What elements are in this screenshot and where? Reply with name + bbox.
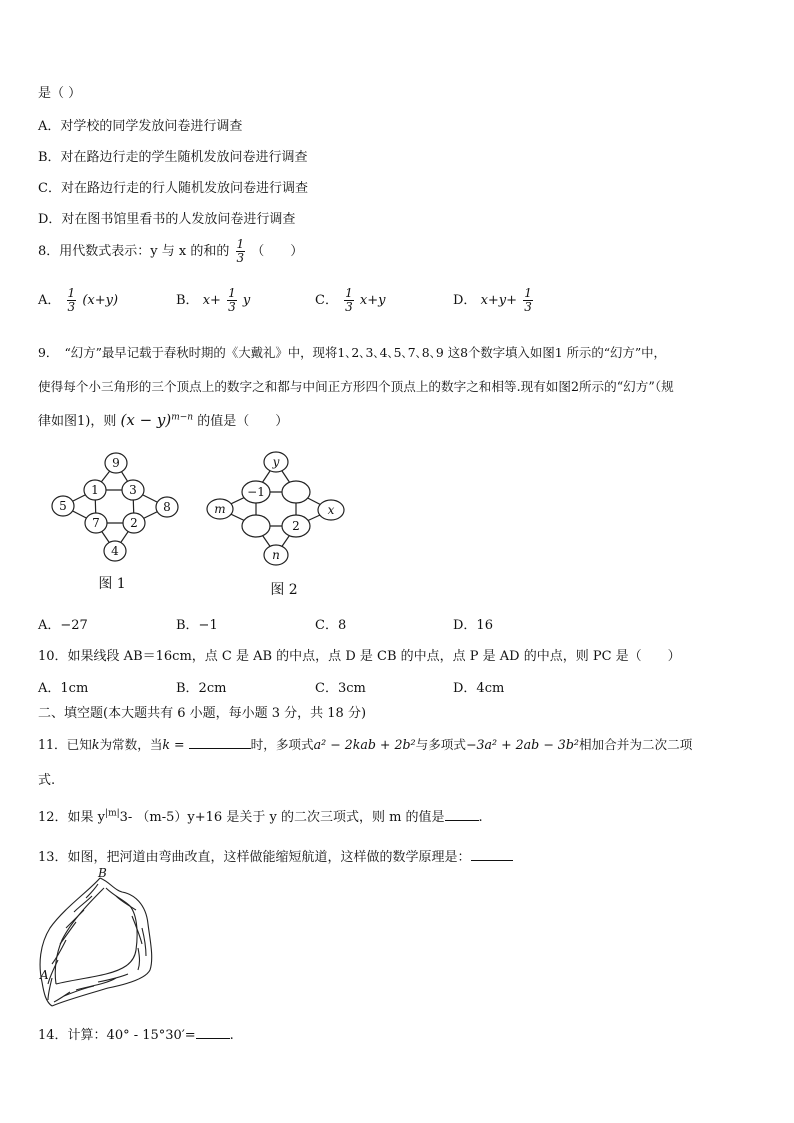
q7-option-a: A．对学校的同学发放问卷进行调查 <box>38 119 243 134</box>
q12-pre: 12．如果 y <box>38 810 106 825</box>
q9-line3-tail: 的值是（ ） <box>197 414 289 429</box>
fig2-node-x: x <box>327 503 335 517</box>
q12-mid: 3- （m-5）y+16 是关于 y 的二次三项式，则 m 的值是 <box>119 810 445 825</box>
q7-option-c: C．对在路边行走的行人随机发放问卷进行调查 <box>38 181 308 196</box>
q8-option-b <box>176 287 250 314</box>
option-fraction <box>523 287 533 314</box>
q11-answer-blank[interactable] <box>189 736 251 749</box>
q10-option-a: A．1cm <box>38 681 89 696</box>
q9-line3-pre: 律如图1)，则 <box>38 414 117 429</box>
option-fraction <box>227 287 237 314</box>
q7-option-b: B．对在路边行走的学生随机发放问卷进行调查 <box>38 150 308 165</box>
q10-option-d: D．4cm <box>453 681 505 696</box>
q11-polynomial-1: a² − 2kab + 2b² <box>313 737 416 752</box>
q10-option-c: C．3cm <box>315 681 366 696</box>
option-label: A． <box>38 293 61 308</box>
q8-fraction <box>236 238 246 265</box>
q13-stem <box>38 846 513 865</box>
fig1-node-2: 2 <box>130 516 138 530</box>
option-label: D． <box>453 293 477 308</box>
fig1-node-9: 9 <box>112 456 120 470</box>
q13-stem-text: 13．如图，把河道由弯曲改直，这样做能缩短航道，这样做的数学原理是： <box>38 850 471 865</box>
q8-stem-tail: （ ） <box>251 244 304 259</box>
fig1-node-8: 8 <box>163 500 171 514</box>
q9-line2: 使得每个小三角形的三个顶点上的数字之和都与中间正方形四个顶点上的数字之和相等.现有如图2所示的“幻方”（规 <box>38 379 674 394</box>
q8-option-c <box>315 287 385 314</box>
q12-tail: . <box>478 810 483 825</box>
option-fraction <box>67 287 77 314</box>
fraction-denominator: 3 <box>345 300 353 314</box>
river-point-b-label: B <box>98 866 107 880</box>
fig2-node-2: 2 <box>292 519 300 533</box>
q9-option-a: A．−27 <box>38 618 88 633</box>
section-heading-fill-in: 二、填空题(本大题共有 6 小题，每小题 3 分，共 18 分) <box>38 706 367 721</box>
fig2-node-n: n <box>272 548 280 562</box>
q7-stem-tail: 是（ ） <box>38 86 82 101</box>
q11-k: k <box>91 737 100 752</box>
fig1-node-4: 4 <box>111 544 119 558</box>
river-figure <box>36 866 160 1010</box>
q11-pre: 11．已知 <box>38 737 92 752</box>
fraction-denominator: 3 <box>236 251 245 265</box>
option-fraction <box>344 287 354 314</box>
fig1-caption: 图 1 <box>98 576 126 592</box>
q11-stem <box>38 734 692 753</box>
fig2-node-minus1: −1 <box>247 485 265 499</box>
q8-stem-text: 8．用代数式表示：y 与 x 的和的 <box>38 244 230 259</box>
fraction-numerator: 1 <box>345 286 353 300</box>
q8-option-a <box>38 287 118 314</box>
q9-line1: 9． “幻方”最早记载于春秋时期的《大戴礼》中，现将1､2､3､4､5､7､8､9 这8个数字填入如图1 所示的“幻方”中， <box>38 345 666 360</box>
fig2-node-y: y <box>272 455 280 469</box>
fraction-denominator: 3 <box>228 300 236 314</box>
option-expression: x+y <box>359 293 386 308</box>
fraction-numerator: 1 <box>67 286 76 300</box>
q11-mid3: 与多项式 <box>415 737 466 752</box>
q10-option-b: B．2cm <box>176 681 227 696</box>
q9-line3 <box>38 410 288 429</box>
option-label: C． <box>315 293 338 308</box>
q11-polynomial-2: −3a² + 2ab − 3b² <box>465 737 579 752</box>
river-point-a-label: A <box>40 968 49 982</box>
q14-stem-text: 14．计算：40° - 15°30′= <box>38 1028 196 1043</box>
q14-answer-blank[interactable] <box>196 1026 230 1039</box>
magic-square-figure-1 <box>46 448 186 596</box>
q9-option-d: D．16 <box>453 618 493 633</box>
fraction-numerator: 1 <box>524 286 532 300</box>
fig1-node-1: 1 <box>91 483 99 497</box>
fraction-numerator: 1 <box>236 237 245 251</box>
q11-mid2: 时，多项式 <box>250 737 314 752</box>
option-expression-tail: y <box>242 293 251 308</box>
fig1-node-5: 5 <box>59 499 67 513</box>
q11-mid: 为常数，当 <box>99 737 163 752</box>
fraction-denominator: 3 <box>67 300 76 314</box>
q10-stem: 10．如果线段 AB＝16cm，点 C 是 AB 的中点，点 D 是 CB 的中点，点 P 是 AD 的中点，则 PC 是（ ） <box>38 649 681 664</box>
q9-option-c: C．8 <box>315 618 347 633</box>
q12-superscript: |m| <box>105 808 120 819</box>
q14-stem <box>38 1024 234 1043</box>
q8-stem <box>38 238 303 265</box>
q12-stem <box>38 806 483 825</box>
magic-square-figure-2 <box>202 448 352 600</box>
q13-answer-blank[interactable] <box>471 848 513 861</box>
fraction-numerator: 1 <box>228 286 236 300</box>
q9-expression: (x − y) <box>120 411 172 429</box>
q14-tail: . <box>229 1028 234 1043</box>
option-expression: x+ <box>202 293 221 308</box>
option-expression: (x+y) <box>82 293 119 308</box>
fig1-node-7: 7 <box>92 516 100 530</box>
q9-exponent: m−n <box>171 412 194 423</box>
option-expression: x+y+ <box>480 293 518 308</box>
q11-line2: 式. <box>38 773 56 788</box>
option-label: B． <box>176 293 199 308</box>
fig2-caption: 图 2 <box>270 582 298 598</box>
fraction-denominator: 3 <box>524 300 532 314</box>
q7-option-d: D．对在图书馆里看书的人发放问卷进行调查 <box>38 212 296 227</box>
fig1-node-3: 3 <box>129 483 137 497</box>
q8-option-d <box>453 287 535 314</box>
q12-answer-blank[interactable] <box>445 808 479 821</box>
q11-tail: 相加合并为二次二项 <box>578 737 693 752</box>
q9-option-b: B．−1 <box>176 618 218 633</box>
fig2-node-m: m <box>214 502 226 516</box>
q11-k-equals: k = <box>162 737 185 752</box>
